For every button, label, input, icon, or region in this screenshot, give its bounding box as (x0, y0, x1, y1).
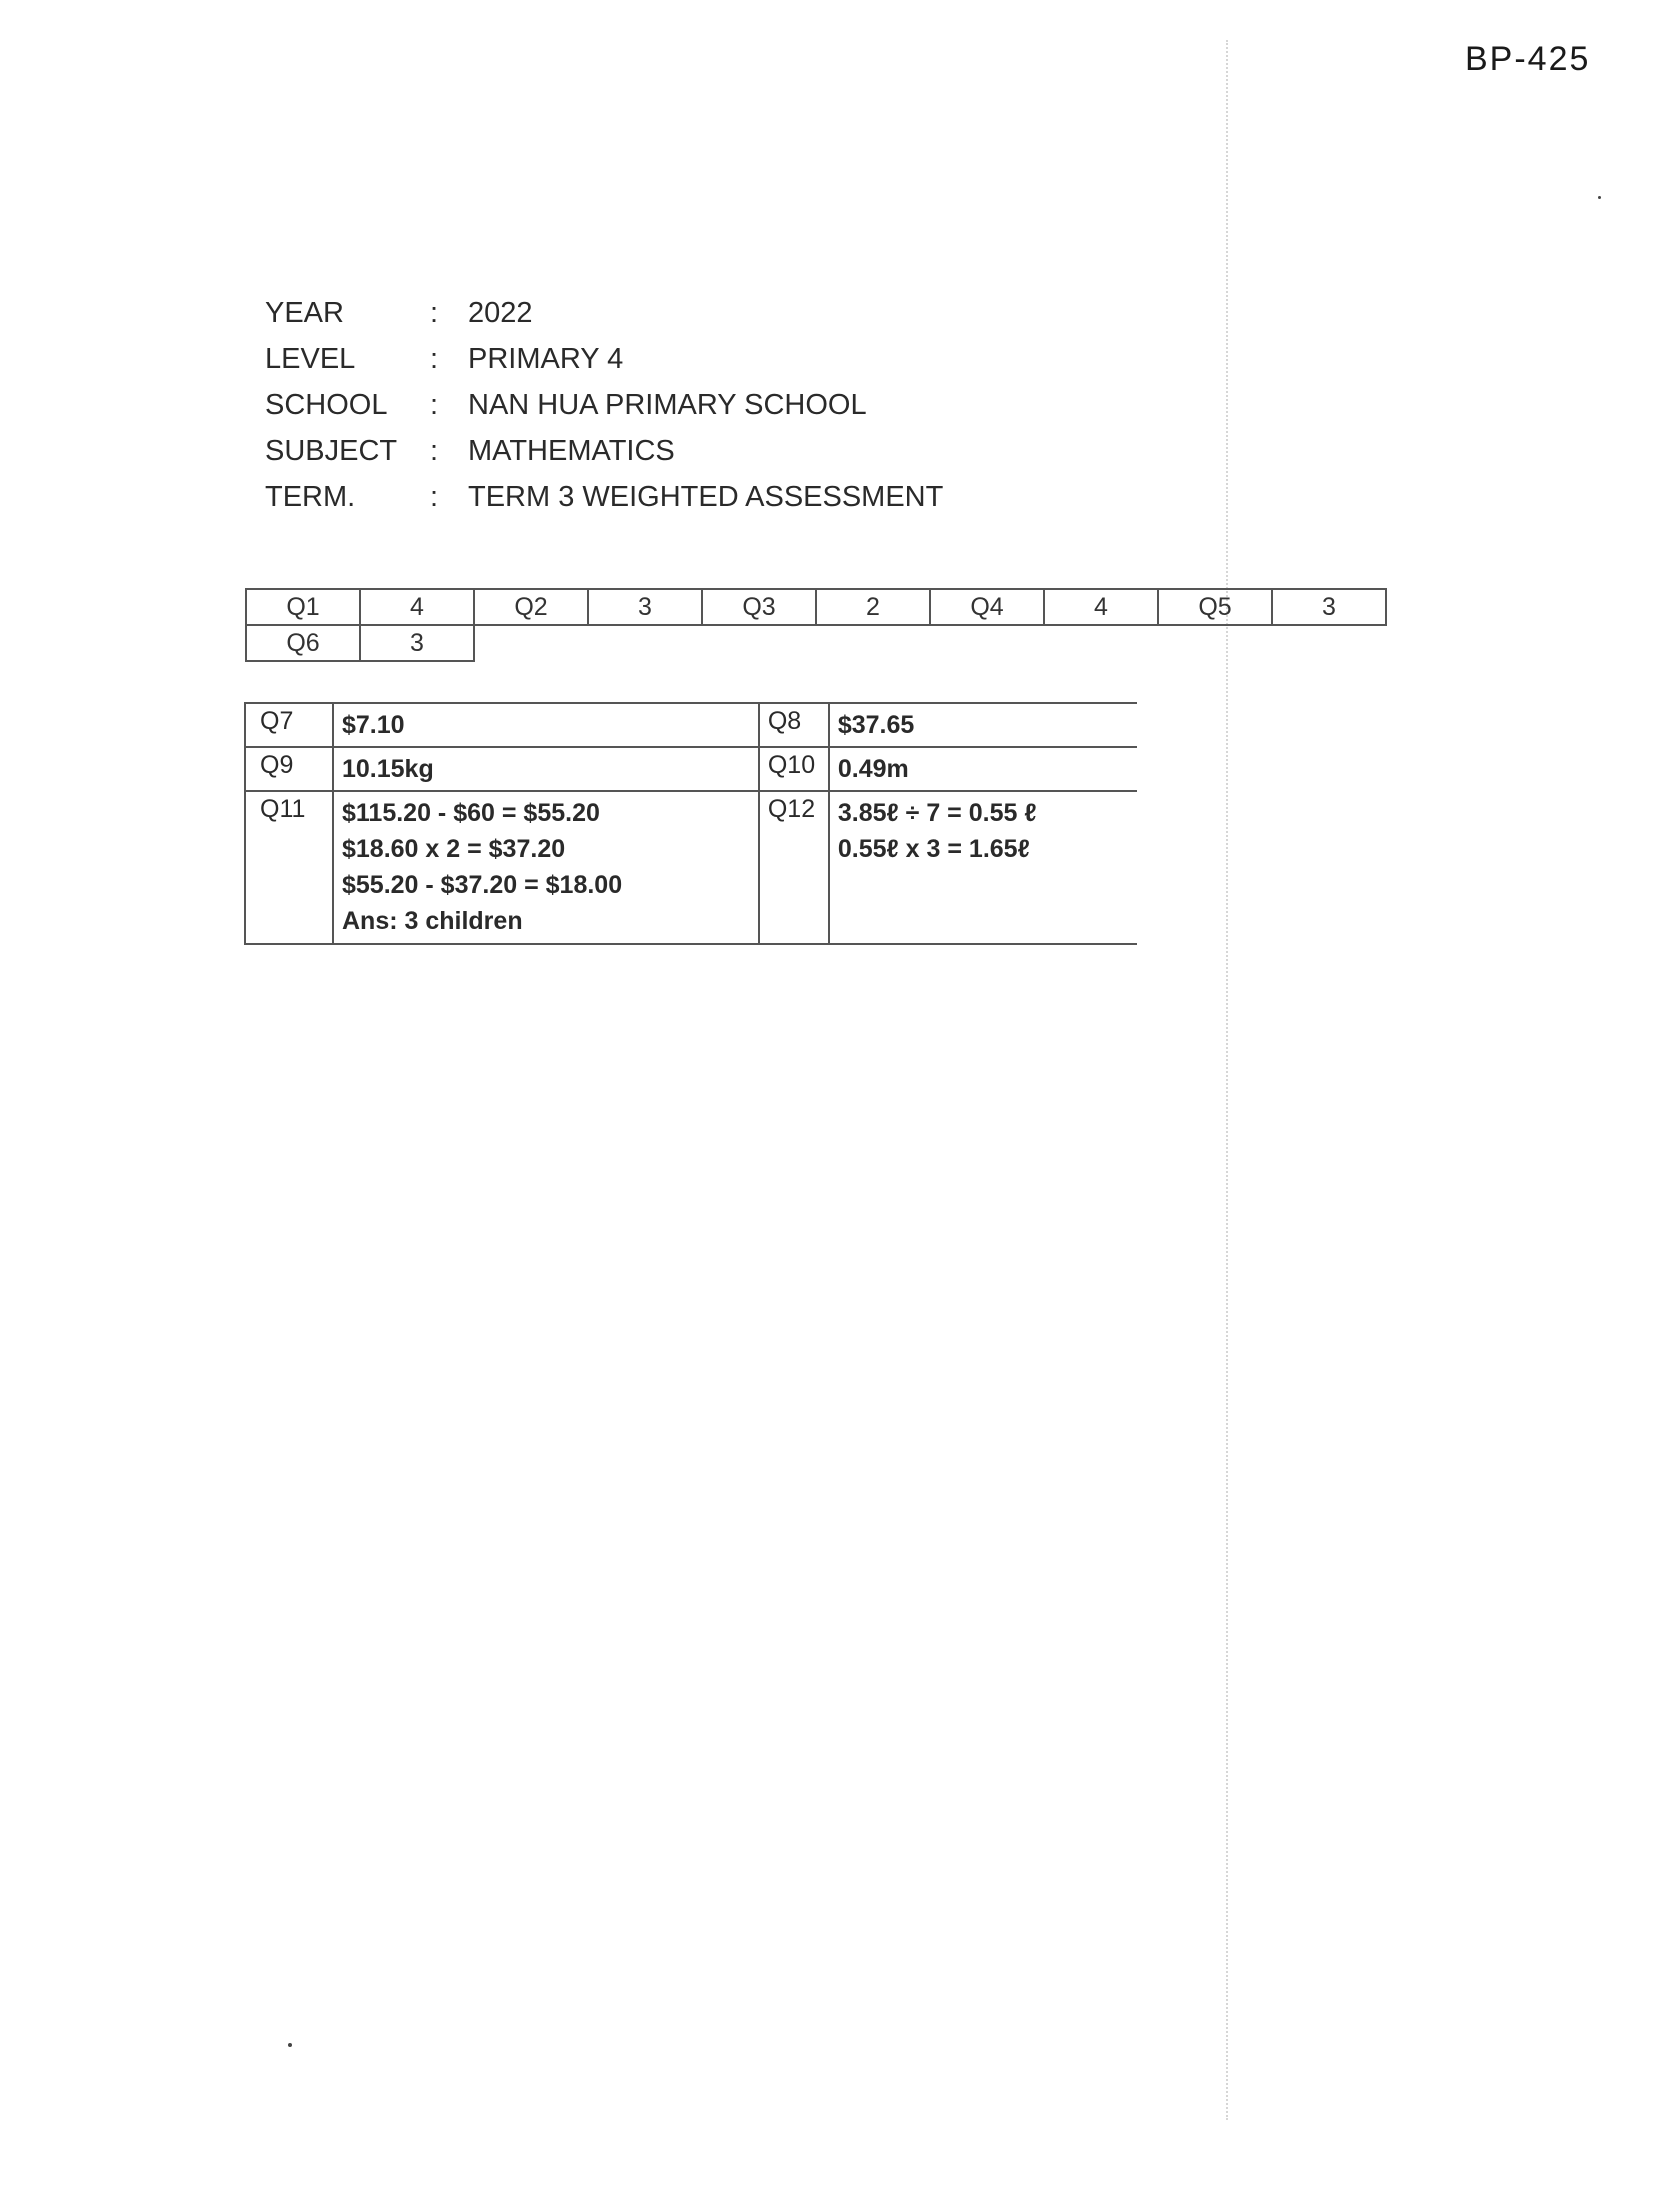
answer-line: 3.85ℓ ÷ 7 = 0.55 ℓ (837, 799, 1037, 827)
header-separator: : (430, 388, 439, 421)
header-row-term (265, 474, 943, 520)
answer-value: 3 (1272, 589, 1386, 625)
scan-edge-line (1226, 40, 1228, 2120)
question-number: Q12 (759, 791, 829, 944)
answer-cell (829, 747, 1137, 791)
question-number: Q9 (245, 747, 333, 791)
header-separator: : (430, 480, 439, 513)
answer-cell (333, 791, 759, 944)
answer-line: 0.49m (837, 755, 909, 783)
question-number: Q1 (246, 589, 360, 625)
open-answer-table (244, 702, 1137, 945)
answer-cell (333, 747, 759, 791)
answer-cell (829, 703, 1137, 747)
header-value: TERM 3 WEIGHTED ASSESSMENT (468, 480, 944, 513)
answer-line: $7.10 (342, 711, 405, 739)
table-row (246, 625, 1386, 661)
answer-line: 10.15kg (342, 755, 434, 783)
header-row-level (265, 336, 943, 382)
question-number: Q10 (759, 747, 829, 791)
answer-line: 0.55ℓ x 3 = 1.65ℓ (837, 835, 1030, 863)
header-separator: : (430, 434, 439, 467)
header-label: LEVEL (265, 342, 356, 375)
table-row (245, 703, 1137, 747)
header-label: SUBJECT (265, 434, 398, 467)
answer-line: $18.60 x 2 = $37.20 (342, 835, 566, 863)
mcq-answer-table (245, 588, 1387, 662)
answer-line: $37.65 (837, 711, 915, 739)
question-number: Q7 (245, 703, 333, 747)
question-number: Q8 (759, 703, 829, 747)
header-value: NAN HUA PRIMARY SCHOOL (468, 388, 867, 421)
question-number: Q6 (246, 625, 360, 661)
answer-value: 3 (360, 625, 474, 661)
header-row-year (265, 290, 943, 336)
table-row (245, 747, 1137, 791)
answer-line: $55.20 - $37.20 = $18.00 (342, 871, 623, 899)
header-label: TERM. (265, 480, 356, 513)
table-row (246, 589, 1386, 625)
answer-cell (829, 791, 1137, 944)
header-label: SCHOOL (265, 388, 388, 421)
answer-cell (333, 703, 759, 747)
answer-value: 4 (1044, 589, 1158, 625)
scan-speck (288, 2043, 292, 2047)
scan-speck (1598, 196, 1601, 199)
page-code: BP-425 (1465, 40, 1591, 78)
header-value: 2022 (468, 296, 533, 329)
answer-value: 3 (588, 589, 702, 625)
question-number: Q11 (245, 791, 333, 944)
table-row (245, 791, 1137, 944)
empty-cell (474, 625, 1386, 661)
header-value: MATHEMATICS (468, 434, 675, 467)
answer-value: 2 (816, 589, 930, 625)
header-separator: : (430, 342, 439, 375)
header-separator: : (430, 296, 439, 329)
question-number: Q2 (474, 589, 588, 625)
answer-line: $115.20 - $60 = $55.20 (342, 799, 600, 827)
question-number: Q4 (930, 589, 1044, 625)
header-row-subject (265, 428, 943, 474)
header-value: PRIMARY 4 (468, 342, 624, 375)
header-info (265, 290, 943, 520)
answer-value: 4 (360, 589, 474, 625)
question-number: Q5 (1158, 589, 1272, 625)
header-label: YEAR (265, 296, 344, 329)
question-number: Q3 (702, 589, 816, 625)
header-row-school (265, 382, 943, 428)
answer-line: Ans: 3 children (342, 907, 523, 935)
